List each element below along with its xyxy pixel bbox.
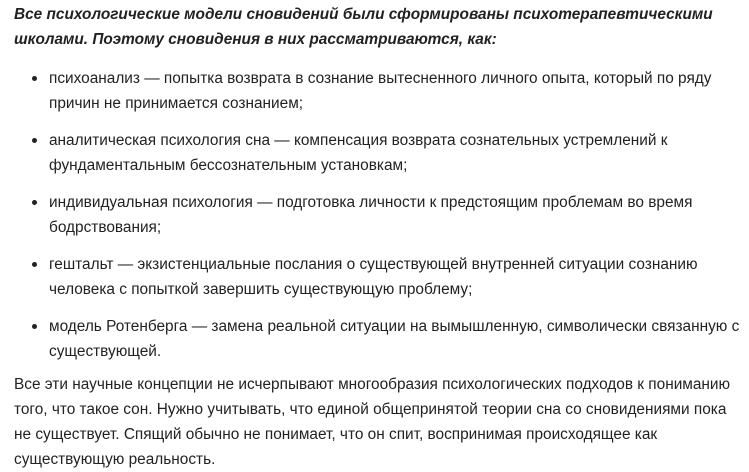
bullet-icon <box>32 200 37 205</box>
bullet-icon <box>32 262 37 267</box>
list-item <box>14 190 743 240</box>
bullet-icon <box>32 138 37 143</box>
list-item-text: гештальт — экзистенциальные послания о существующей внутренней ситуации сознанию человека с попыткой завершить существующую проблему; <box>49 256 698 298</box>
list-item <box>14 252 743 302</box>
conclusion-paragraph: Все эти научные концепции не исчерпывают многообразия психологических подходов к пониманию того, что такое сон. Нужно учитывать, что единой общепринятой теории сна со сновидениями пока не существует. Спящий обычно не понимает, что он спит, воспринимая происходящее как существующую реальность. <box>14 376 731 468</box>
models-list <box>14 66 743 364</box>
list-item-text: аналитическая психология сна — компенсация возврата сознательных устремлений к фундаментальным бессознательным установкам; <box>49 132 668 174</box>
list-item-text: модель Ротенберга — замена реальной ситуации на вымышленную, символически связанную с существующей. <box>49 318 740 360</box>
list-item <box>14 66 743 116</box>
bullet-icon <box>32 324 37 329</box>
list-item-text: индивидуальная психология — подготовка личности к предстоящим проблемам во время бодрствования; <box>49 194 693 236</box>
list-item-text: психоанализ — попытка возврата в сознание вытесненного личного опыта, который по ряду причин не принимается сознанием; <box>49 70 712 112</box>
list-item <box>14 314 743 364</box>
bullet-icon <box>32 76 37 81</box>
list-item <box>14 128 743 178</box>
intro-paragraph: Все психологические модели сновидений были сформированы психотерапевтическими школами. Поэтому сновидения в них рассматриваются, как: <box>14 6 713 48</box>
